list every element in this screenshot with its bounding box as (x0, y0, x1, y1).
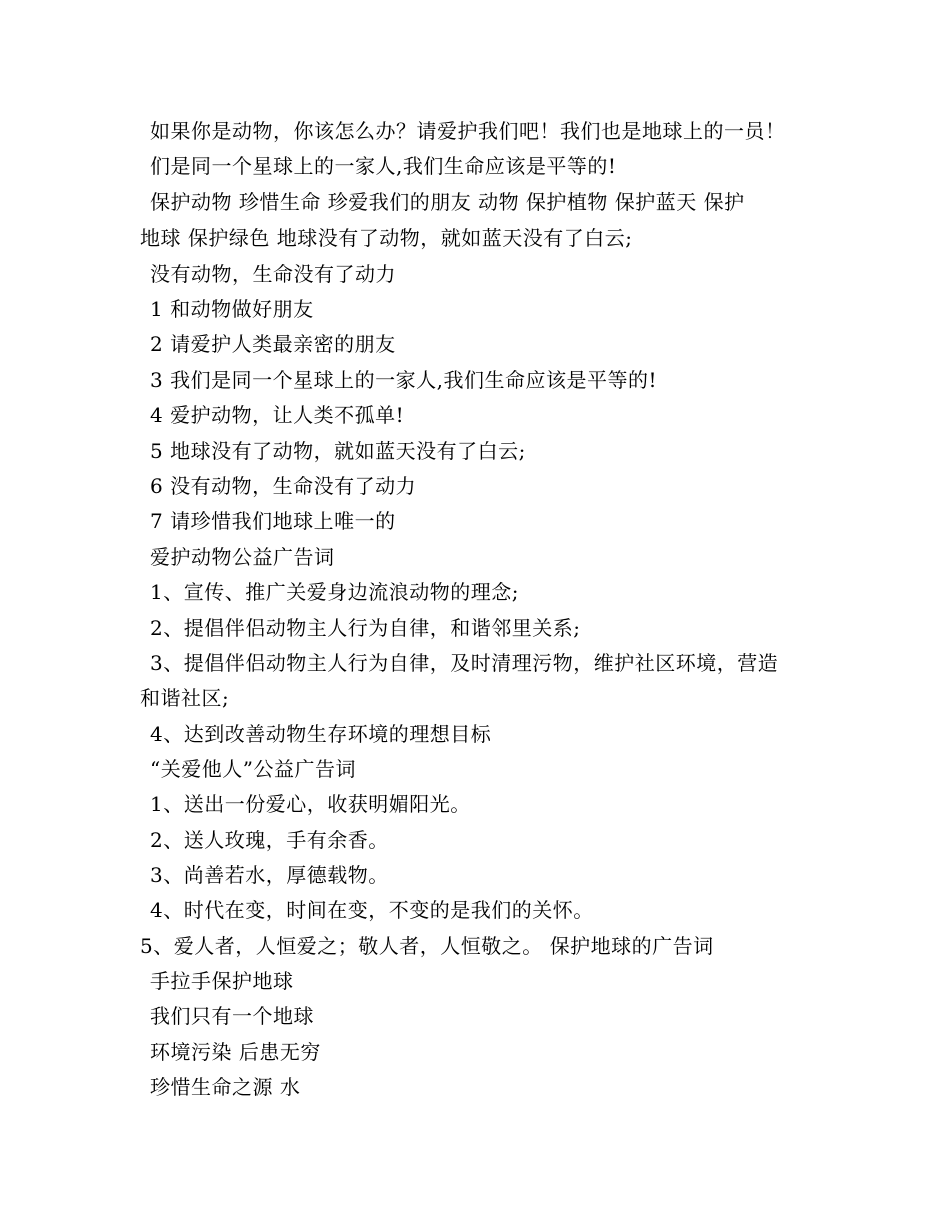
text-line: 们是同一个星球上的一家人,我们生命应该是平等的! (150, 154, 617, 178)
list-item: 4、达到改善动物生存环境的理想目标 (150, 722, 492, 746)
list-item: 6 没有动物，生命没有了动力 (150, 474, 417, 498)
list-item: 7 请珍惜我们地球上唯一的 (150, 509, 396, 533)
text-line: 没有动物，生命没有了动力 (150, 262, 396, 286)
section-heading: “关爱他人”公益广告词 (150, 757, 356, 781)
list-item: 1、宣传、推广关爱身边流浪动物的理念; (150, 580, 519, 604)
list-item: 3、提倡伴侣动物主人行为自律，及时清理污物，维护社区环境，营造 (150, 651, 779, 675)
list-item: 4 爱护动物，让人类不孤单! (150, 403, 405, 427)
list-item: 1、送出一份爱心，收获明媚阳光。 (150, 792, 471, 816)
list-item: 2、提倡伴侣动物主人行为自律，和谐邻里关系; (150, 616, 581, 640)
text-line: 如果你是动物，你该怎么办？请爱护我们吧！我们也是地球上的一员！ (150, 119, 786, 143)
list-item: 2、送人玫瑰，手有余香。 (150, 828, 389, 852)
text-line: 地球 保护绿色 地球没有了动物，就如蓝天没有了白云; (140, 226, 633, 250)
list-item: 4、时代在变，时间在变，不变的是我们的关怀。 (150, 898, 594, 922)
list-item: 1 和动物做好朋友 (150, 297, 314, 321)
text-line: 环境污染 后患无穷 (150, 1040, 321, 1064)
text-line: 和谐社区; (140, 686, 230, 710)
text-line: 我们只有一个地球 (150, 1004, 314, 1028)
list-item: 5、爱人者，人恒爱之；敬人者，人恒敬之。 保护地球的广告词 (140, 934, 714, 958)
text-line: 保护动物 珍惜生命 珍爱我们的朋友 动物 保护植物 保护蓝天 保护 (150, 190, 745, 214)
section-heading: 爱护动物公益广告词 (150, 545, 335, 569)
list-item: 2 请爱护人类最亲密的朋友 (150, 332, 396, 356)
list-item: 3、尚善若水，厚德载物。 (150, 863, 389, 887)
text-line: 珍惜生命之源 水 (150, 1075, 301, 1099)
list-item: 3 我们是同一个星球上的一家人,我们生命应该是平等的! (150, 368, 657, 392)
text-line: 手拉手保护地球 (150, 969, 294, 993)
list-item: 5 地球没有了动物，就如蓝天没有了白云; (150, 439, 526, 463)
